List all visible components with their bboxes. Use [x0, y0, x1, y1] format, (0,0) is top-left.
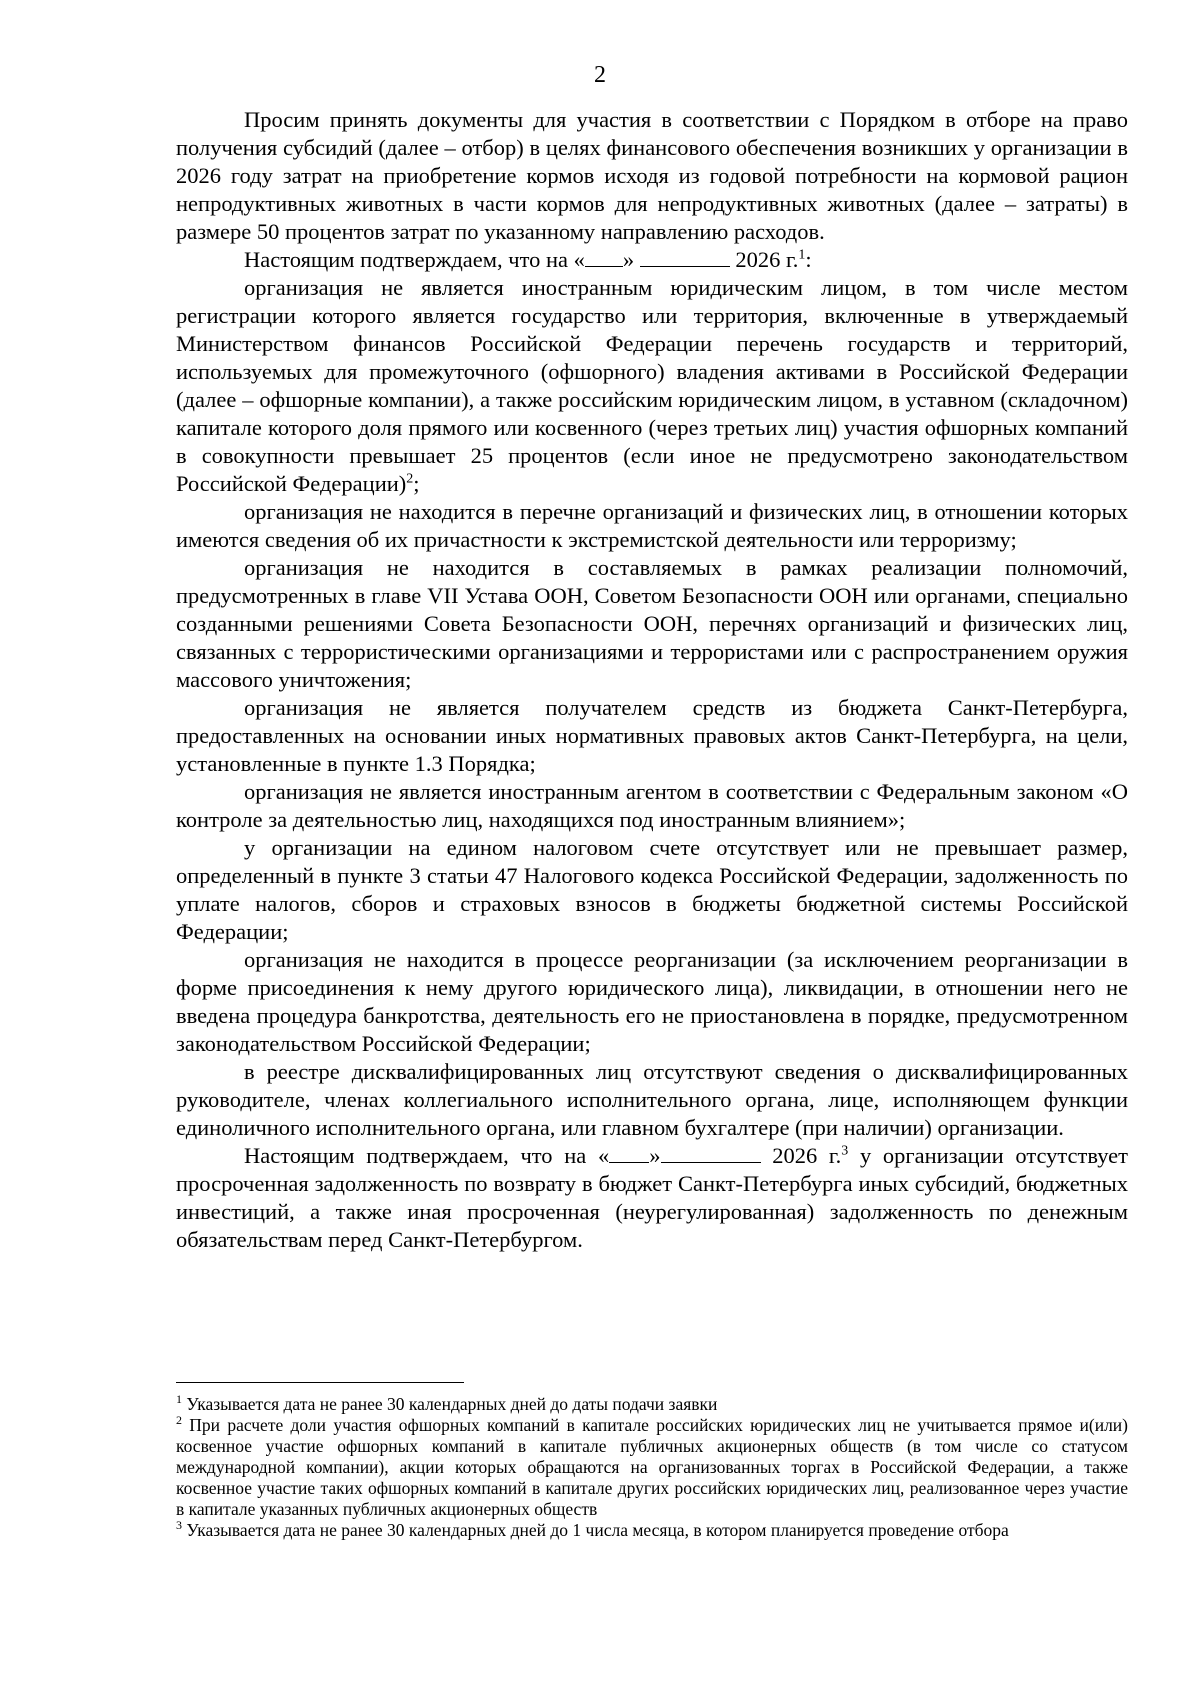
- year-text-2: 2026 г.: [772, 1143, 842, 1168]
- paragraph-budget: организация не является получателем средств из бюджета Санкт-Петербурга, предоставленных на основании иных нормативных правовых актов Санкт-Петербурга, на цели, установленные в пункте 1.3 Порядка;: [176, 695, 1128, 776]
- paragraph-un-lists: организация не находится в составляемых в рамках реализации полномочий, предусмотренных в главе VII Устава ООН, Советом Безопасности ООН или органами, специально созданными решениями Совета Безопасности ООН, перечнях организаций и физических лиц, связанных с террористическими организациями и террористами или с распространением оружия массового уничтожения;: [176, 555, 1128, 692]
- paragraph-extremism: организация не находится в перечне организаций и физических лиц, в отношении которых имеются сведения об их причастности к экстремистской деятельности или терроризму;: [176, 499, 1128, 552]
- page-number: 2: [594, 62, 606, 88]
- footnote-divider: [176, 1382, 464, 1383]
- paragraph-disqualified: в реестре дисквалифицированных лиц отсутствуют сведения о дисквалифицированных руководителе, членах коллегиального исполнительного органа, лице, исполняющем функции единоличного исполнительного органа, или главном бухгалтере (при наличии) организации.: [176, 1059, 1128, 1140]
- confirm-text: Настоящим подтверждаем, что на «: [244, 247, 585, 272]
- paragraph-confirm-debt: [176, 1142, 1128, 1254]
- offshore-text: организация не является иностранным юридическим лицом, в том числе местом регистрации которого является государство или территория, включенные в утверждаемый Министерством финансов Российской Федерации перечень государств и территорий, используемых для промежуточного (офшорного) владения активами в Российской Федерации (далее – офшорные компании), а также российским юридическим лицом, в уставном (складочном) капитале которого доля прямого или косвенного (через третьих лиц) участия офшорных компаний в совокупности превышает 25 процентов (если иное не предусмотрено законодательством Российской Федерации): [176, 275, 1128, 496]
- paragraph-reorganization: организация не находится в процессе реорганизации (за исключением реорганизации в форме присоединения к нему другого юридического лица), ликвидации, в отношении него не введена процедура банкротства, деятельность его не приостановлена в порядке, предусмотренном законодательством Российской Федерации;: [176, 947, 1128, 1056]
- paragraph-confirm-date: [176, 246, 1128, 274]
- footnote-ref-2: 2: [406, 471, 414, 487]
- footnote-text: Указывается дата не ранее 30 календарных дней до 1 числа месяца, в котором планируется проведение отбора: [182, 1520, 1009, 1540]
- footnote-1: [176, 1394, 1128, 1415]
- day-blank[interactable]: [585, 246, 623, 267]
- quote-close-2: »: [649, 1143, 661, 1168]
- colon: :: [805, 247, 812, 272]
- footnote-mark: 3: [176, 1518, 182, 1533]
- debt-text: у организации отсутствует просроченная задолженность по возврату в бюджет Санкт-Петербурга иных субсидий, бюджетных инвестиций, а также иная просроченная (неурегулированная) задолженность по денежным обязательствам перед Санкт-Петербургом.: [176, 1143, 1128, 1252]
- paragraph-request: Просим принять документы для участия в соответствии с Порядком в отборе на право получения субсидий (далее – отбор) в целях финансового обеспечения возникших у организации в 2026 году затрат на приобретение кормов исходя из годовой потребности на кормовой рацион непродуктивных животных в части кормов для непродуктивных животных (далее – затраты) в размере 50 процентов затрат по указанному направлению расходов.: [176, 107, 1128, 244]
- footnotes: [176, 1394, 1128, 1541]
- paragraph-offshore: [176, 274, 1128, 498]
- month-blank-2[interactable]: [661, 1142, 761, 1163]
- month-blank[interactable]: [640, 246, 730, 267]
- quote-close: »: [622, 247, 635, 272]
- paragraph-tax: у организации на едином налоговом счете отсутствует или не превышает размер, определенный в пункте 3 статьи 47 Налогового кодекса Российской Федерации, задолженность по уплате налогов, сборов и страховых взносов в бюджеты бюджетной системы Российской Федерации;: [176, 835, 1128, 944]
- footnote-3: [176, 1520, 1128, 1541]
- paragraph-foreign-agent: организация не является иностранным агентом в соответствии с Федеральным законом «О контроле за деятельностью лиц, находящихся под иностранным влиянием»;: [176, 779, 1128, 832]
- day-blank-2[interactable]: [609, 1142, 649, 1163]
- footnote-text: При расчете доли участия офшорных компаний в капитале российских юридических лиц не учитывается прямое и(или) косвенное участие офшорных компаний в капитале публичных акционерных обществ (в том числе со статусом международной компании), акции которых обращаются на организованных торгах в Российской Федерации, а также косвенное участие таких офшорных компаний в капитале других российских юридических лиц, реализованное через участие в капитале указанных публичных акционерных обществ: [176, 1415, 1128, 1519]
- body-text: [176, 106, 1128, 1254]
- footnote-ref-3: 3: [841, 1143, 849, 1159]
- footnote-2: [176, 1415, 1128, 1520]
- confirm-debt-text: Настоящим подтверждаем, что на «: [244, 1143, 610, 1168]
- semicolon: ;: [413, 471, 420, 496]
- footnote-text: Указывается дата не ранее 30 календарных дней до даты подачи заявки: [182, 1394, 718, 1414]
- year-text: 2026 г.: [735, 247, 799, 272]
- footnote-mark: 2: [176, 1413, 182, 1428]
- footnote-ref-1: 1: [798, 247, 806, 263]
- footnote-mark: 1: [176, 1392, 182, 1407]
